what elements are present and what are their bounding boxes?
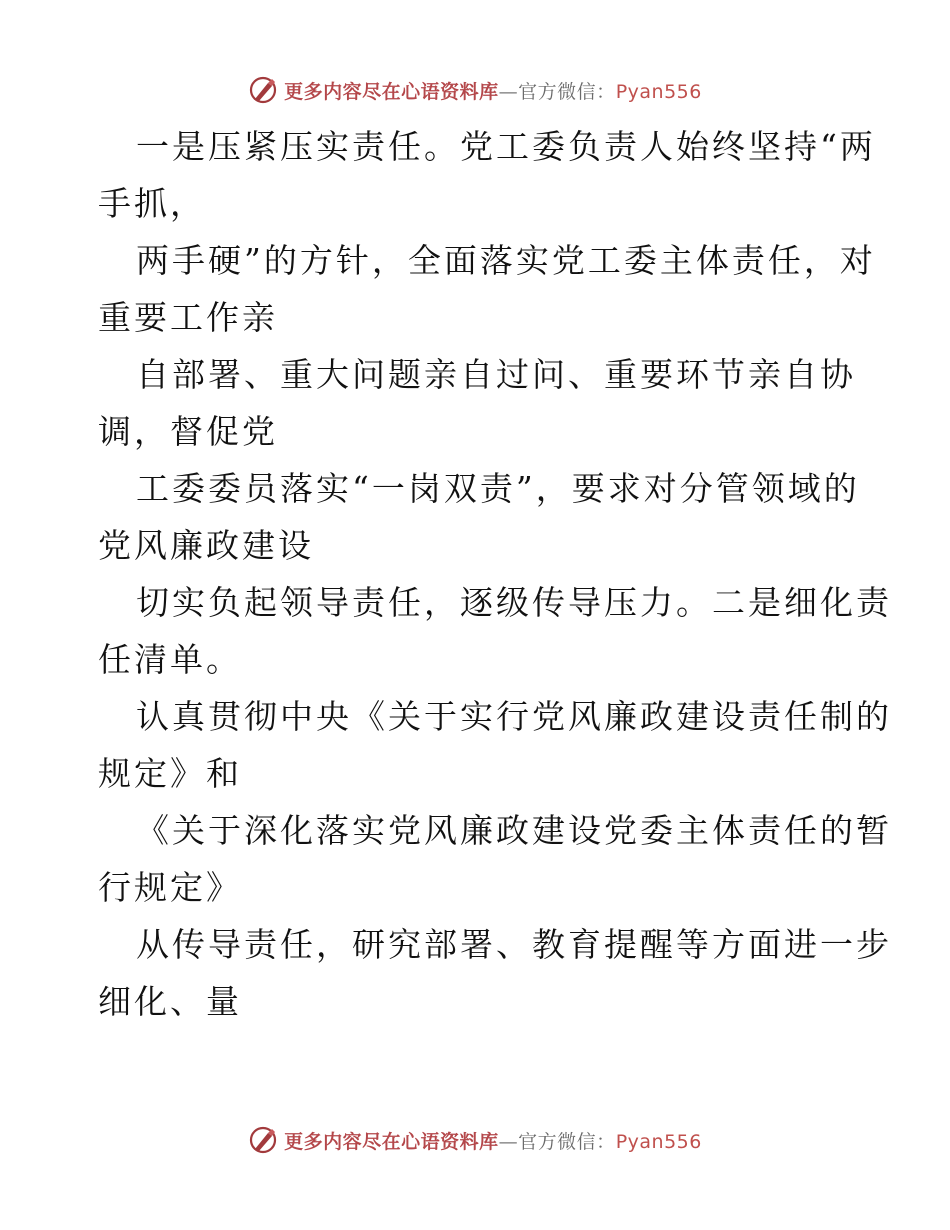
header-watermark-text: [284, 77, 702, 104]
paragraph-first-line: 《关于深化落实党风廉政建设党委主体责任的暂: [136, 811, 892, 850]
wechat-label: 官方微信：: [518, 1130, 616, 1153]
pen-logo-icon: [248, 75, 278, 105]
separator-dash: —: [498, 1130, 519, 1153]
pen-logo-icon: [248, 1125, 278, 1155]
paragraph: [98, 346, 858, 460]
footer-watermark-banner: [0, 1122, 950, 1158]
paragraph-continuation-line: 细化、量: [98, 982, 242, 1021]
header-watermark-banner: [0, 72, 950, 108]
paragraph-first-line: 一是压紧压实责任。党工委负责人始终坚持“两: [136, 127, 876, 166]
paragraph: [98, 460, 858, 574]
wechat-id: Pyan556: [615, 80, 702, 103]
paragraph-continuation-line: 调，督促党: [98, 412, 278, 451]
document-body: [98, 118, 892, 1030]
site-name: 更多内容尽在心语资料库: [284, 80, 499, 103]
paragraph: [98, 688, 892, 802]
paragraph-first-line: 认真贯彻中央《关于实行党风廉政建设责任制的: [136, 697, 892, 736]
paragraph-first-line: 从传导责任，研究部署、教育提醒等方面进一步: [136, 925, 892, 964]
paragraph: [98, 574, 892, 688]
paragraph-first-line: 切实负起领导责任，逐级传导压力。二是细化责: [136, 583, 892, 622]
paragraph-continuation-line: 重要工作亲: [98, 298, 278, 337]
paragraph-continuation-line: 手抓，: [98, 184, 206, 223]
paragraph-first-line: 工委委员落实“一岗双责”，要求对分管领域的: [136, 469, 860, 508]
paragraph: [98, 232, 876, 346]
separator-dash: —: [498, 80, 519, 103]
paragraph-first-line: 自部署、重大问题亲自过问、重要环节亲自协: [136, 355, 856, 394]
paragraph-first-line: 两手硬”的方针，全面落实党工委主体责任，对: [136, 241, 876, 280]
paragraph-continuation-line: 行规定》: [98, 868, 242, 907]
paragraph-continuation-line: 任清单。: [98, 640, 242, 679]
wechat-label: 官方微信：: [518, 80, 616, 103]
paragraph: [98, 802, 892, 916]
wechat-id: Pyan556: [615, 1130, 702, 1153]
paragraph: [98, 916, 892, 1030]
paragraph: [98, 118, 876, 232]
footer-watermark-text: [284, 1127, 702, 1154]
paragraph-continuation-line: 规定》和: [98, 754, 242, 793]
site-name: 更多内容尽在心语资料库: [284, 1130, 499, 1153]
paragraph-continuation-line: 党风廉政建设: [98, 526, 314, 565]
